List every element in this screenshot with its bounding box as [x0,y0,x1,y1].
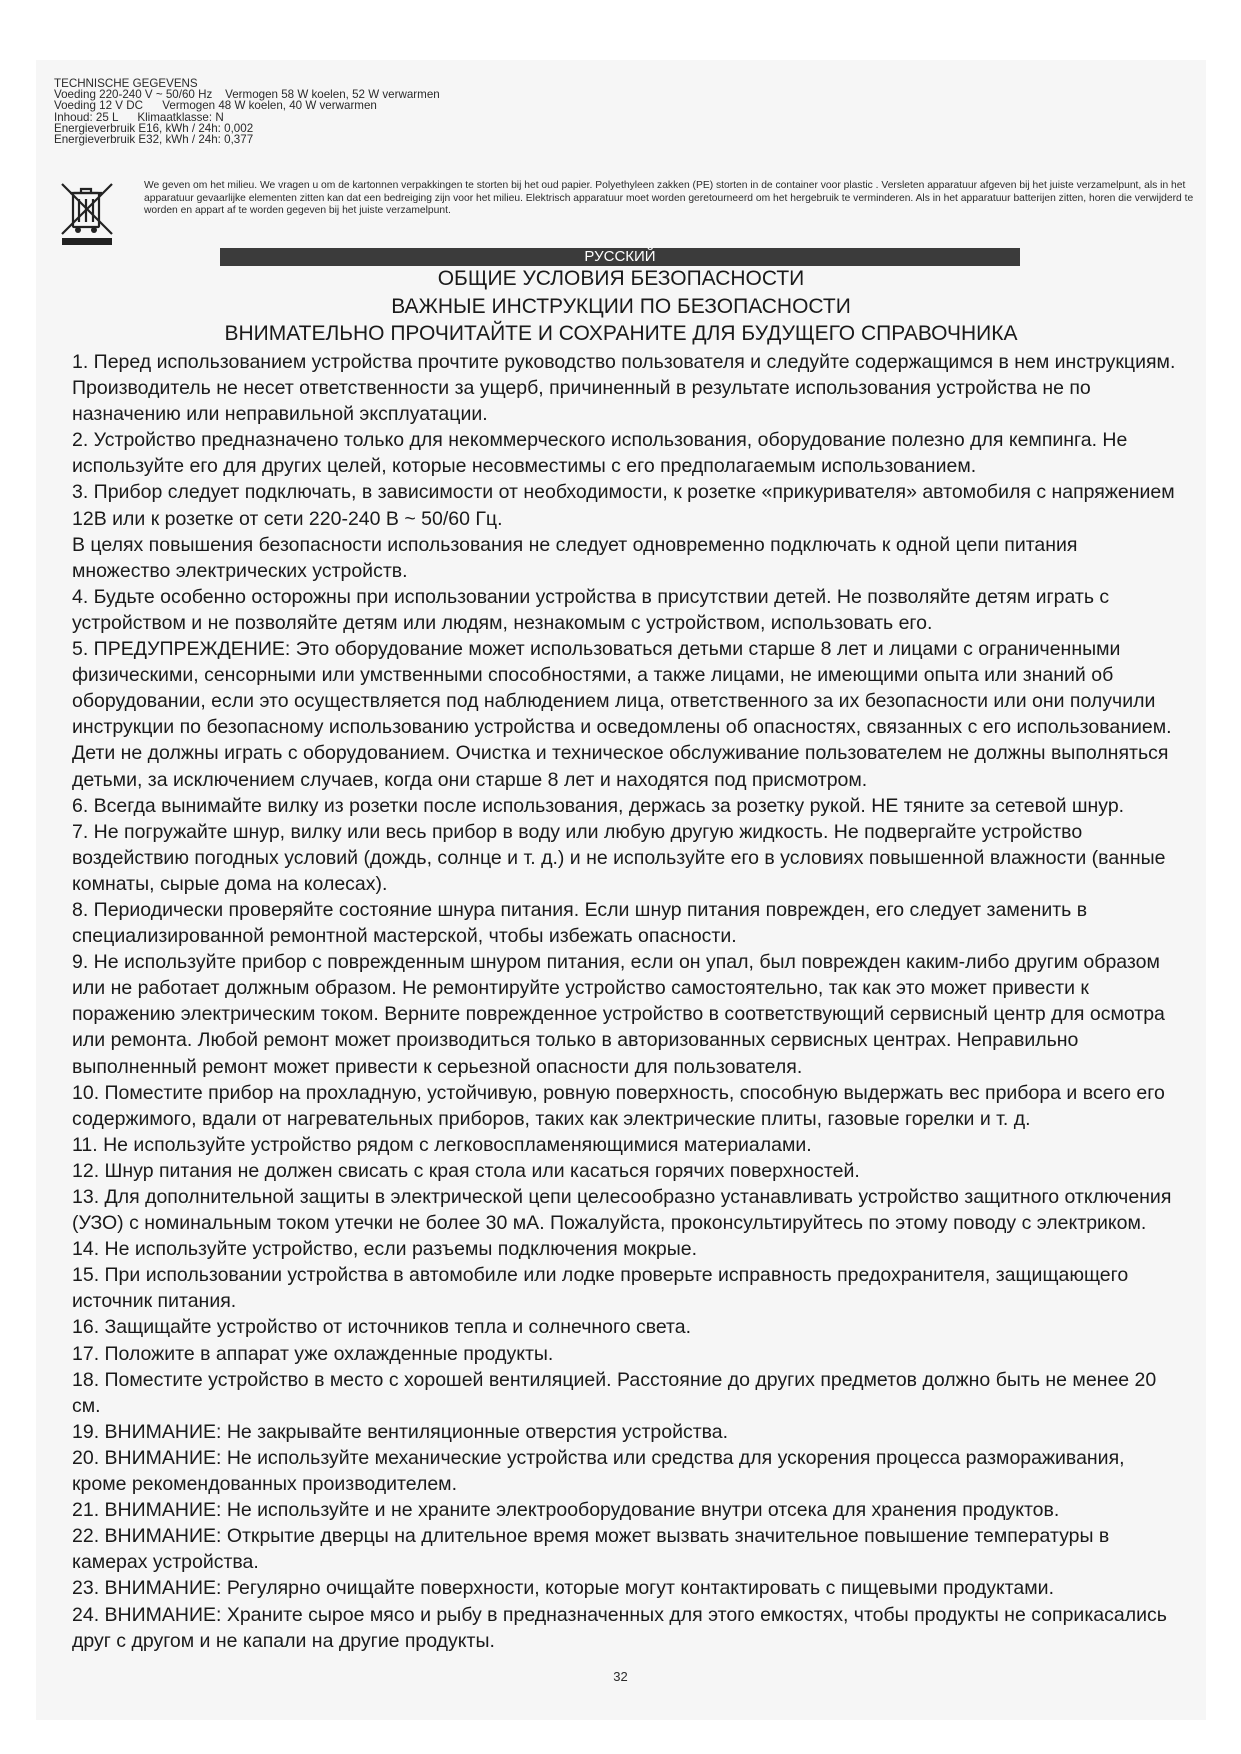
safety-item: 19. ВНИМАНИЕ: Не закрывайте вентиляционные отверстия устройства. [72,1420,729,1443]
technical-line: Voeding 12 V DC Vermogen 48 W koelen, 40 W verwarmen [54,99,377,113]
safety-item: 8. Периодически проверяйте состояние шнура питания. Если шнур питания поврежден, его следует заменить в специализированной ремонтной мастерской, чтобы избежать опасности. [72,898,1088,948]
safety-instructions-list [72,349,1178,1654]
safety-item: 21. ВНИМАНИЕ: Не используйте и не храните электрооборудование внутри отсека для хранения продуктов. [72,1499,1060,1522]
environment-text: We geven om het milieu. We vragen u om de kartonnen verpakkingen te storten bij het oud papier. Polyethyleen zakken (PE) storten in de container voor plastic . Versleten apparatuur afgeven bij het juiste verzamelpunt, als in het apparatuur gevaarlijke elementen zitten kan dat een bedreiging zijn voor het milieu. Elektrisch apparatuur moet worden geretourneerd om het hergebruik te verminderen. Als in het apparatuur batterijen zitten, horen die verwijderd te worden en appart af te worden gegeven bij het juiste verzamelpunt. [144,180,1194,216]
technical-line: Energieverbruik E16, kWh / 24h: 0,002 [54,121,254,135]
technical-title: TECHNISCHE GEGEVENS [54,77,198,90]
safety-item: 4. Будьте особенно осторожны при использовании устройства в присутствии детей. Не позволяйте детям играть с устройством и не позволяйте детям или людям, незнакомым с устройством, использовать его. [72,585,1110,634]
safety-item: 16. Защищайте устройство от источников тепла и солнечного света. [72,1316,692,1339]
safety-item: 13. Для дополнительной защиты в электрической цепи целесообразно устанавливать устройство защитного отключения (УЗО) с номинальным током утечки не более 30 мА. Пожалуйста, проконсультируйтесь по этому поводу с электриком. [72,1186,1172,1235]
technical-line: Energieverbruik E32, kWh / 24h: 0,377 [54,133,254,147]
safety-item: 12. Шнур питания не должен свисать с края стола или касаться горячих поверхностей. [72,1159,860,1182]
crossed-out-wheelie-bin-icon [58,180,116,246]
safety-item: 2. Устройство предназначено только для некоммерческого использования, оборудование полезно для кемпинга. Не используйте его для других целей, которые несовместимы с его предполагаемым использованием. [72,429,1128,478]
safety-item: 3. Прибор следует подключать, в зависимости от необходимости, к розетке «прикуривателя» автомобиля с напряжением 12В или к розетке от сети 220-240 В ~ 50/60 Гц. [72,481,1175,530]
technical-line: Inhoud: 25 L Klimaatklasse: N [54,110,224,124]
section-heading-general-safety: ОБЩИЕ УСЛОВИЯ БЕЗОПАСНОСТИ [437,267,805,290]
safety-item: 22. ВНИМАНИЕ: Открытие дверцы на длительное время может вызвать значительное повышение температуры в камерах устройства. [72,1525,1110,1574]
section-heading-read-and-keep: ВНИМАТЕЛЬНО ПРОЧИТАЙТЕ И СОХРАНИТЕ ДЛЯ БУДУЩЕГО СПРАВОЧНИКА [224,322,1018,345]
language-header-bar: РУССКИЙ [220,248,1020,266]
safety-item: 11. Не используйте устройство рядом с легковоспламеняющимися материалами. [72,1133,812,1156]
safety-item: 9. Не используйте прибор с поврежденным шнуром питания, если он упал, был поврежден каким-либо другим образом или не работает должным образом. Не ремонтируйте устройство самостоятельно, так как это может привести к поражению электрическим током. Верните поврежденное устройство в соответствующий сервисный центр для осмотра или ремонта. Любой ремонт может производиться только в авторизованных сервисных центрах. Неправильно выполненный ремонт может привести к серьезной опасности для пользователя. [72,951,1165,1078]
safety-item: 10. Поместите прибор на прохладную, устойчивую, ровную поверхность, способную выдержать вес прибора и всего его содержимого, вдали от нагревательных приборов, таких как электрические плиты, газовые горелки и т. д. [72,1081,1165,1130]
safety-item: 24. ВНИМАНИЕ: Храните сырое мясо и рыбу в предназначенных для этого емкостях, чтобы продукты не соприкасались друг с другом и не капали на другие продукты. [72,1603,1167,1652]
safety-item: 20. ВНИМАНИЕ: Не используйте механические устройства или средства для ускорения процесса размораживания, кроме рекомендованных производителем. [72,1446,1125,1496]
safety-item: 23. ВНИМАНИЕ: Регулярно очищайте поверхности, которые могут контактировать с пищевыми продуктами. [72,1577,1054,1600]
safety-item: 14. Не используйте устройство, если разъемы подключения мокрые. [72,1238,698,1261]
technical-data-block [54,78,754,145]
page-number: 32 [613,1669,628,1684]
safety-item: 6. Всегда вынимайте вилку из розетки после использования, держась за розетку рукой. НЕ тяните за сетевой шнур. [72,794,1125,817]
safety-item: 7. Не погружайте шнур, вилку или весь прибор в воду или любую другую жидкость. Не подвергайте устройство воздействию погодных условий (дождь, солнце и т. д.) и не используйте его в условиях повышенной влажности (ванные комнаты, сырые дома на колесах). [72,820,1166,895]
safety-item: 18. Поместите устройство в место с хорошей вентиляцией. Расстояние до других предметов должно быть не менее 20 см. [72,1368,1157,1417]
technical-line: Voeding 220-240 V ~ 50/60 Hz Vermogen 58 W koelen, 52 W verwarmen [54,88,440,102]
safety-item: 15. При использовании устройства в автомобиле или лодке проверьте исправность предохранителя, защищающего источник питания. [72,1264,1129,1313]
safety-item: 5. ПРЕДУПРЕЖДЕНИЕ: Это оборудование может использоваться детьми старше 8 лет и лицами с ограниченными физическими, сенсорными или умственными способностями, а также лицами, не имеющими опыта или знаний об оборудовании, если это осуществляется под наблюдением лица, ответственного за их безопасности или они получили инструкции по безопасному использованию устройства и осведомлены об опасностях, связанных с его использованием. Дети не должны играть с оборудованием. Очистка и техническое обслуживание пользователем не должны выполняться детьми, за исключением случаев, когда они старше 8 лет и находятся под присмотром. [72,638,1172,791]
safety-item: 1. Перед использованием устройства прочтите руководство пользователя и следуйте содержащимся в нем инструкциям. Производитель не несет ответственности за ущерб, причиненный в результате использования устройства не по назначению или неправильной эксплуатации. [72,351,1176,426]
environment-notice [54,168,1194,244]
section-heading-important-instructions: ВАЖНЫЕ ИНСТРУКЦИИ ПО БЕЗОПАСНОСТИ [391,295,851,318]
safety-item: 17. Положите в аппарат уже охлажденные продукты. [72,1342,554,1365]
safety-item: В целях повышения безопасности использования не следует одновременно подключать к одной цепи питания множество электрических устройств. [72,533,1078,582]
